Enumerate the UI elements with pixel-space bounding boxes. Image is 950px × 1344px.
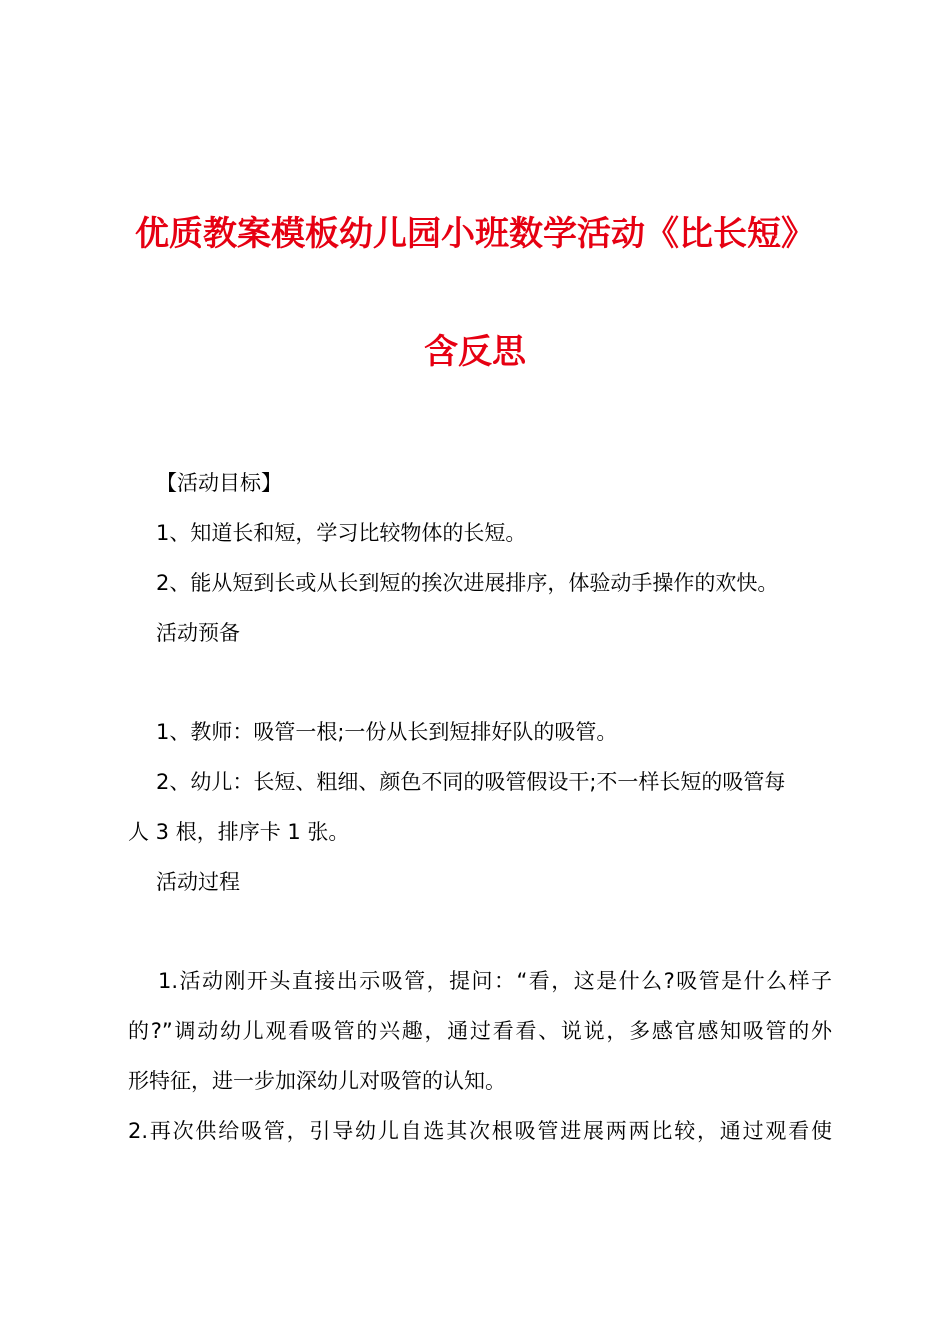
process-item-1-line-1: 1.活动刚开头直接出示吸管，提问：“看，这是什么?吸管是什么样子 — [158, 969, 832, 993]
goal-item-1: 1、知道长和短，学习比较物体的长短。 — [156, 521, 527, 545]
process-item-1-line-3: 形特征，进一步加深幼儿对吸管的认知。 — [128, 1069, 506, 1093]
process-item-1-line-2: 的?”调动幼儿观看吸管的兴趣，通过看看、说说，多感官感知吸管的外 — [128, 1019, 832, 1043]
document-title-line-2: 含反思 — [424, 332, 526, 372]
prep-item-2-line-2: 人 3 根，排序卡 1 张。 — [128, 820, 350, 844]
process-item-2-line-1: 2.再次供给吸管，引导幼儿自选其次根吸管进展两两比较，通过观看使 — [128, 1119, 832, 1143]
process-heading: 活动过程 — [156, 870, 240, 894]
prep-heading: 活动预备 — [156, 621, 240, 645]
document-title-line-1: 优质教案模板幼儿园小班数学活动《比长短》 — [135, 214, 815, 254]
prep-item-2-line-1: 2、幼儿：长短、粗细、颜色不同的吸管假设干;不一样长短的吸管每 — [156, 770, 786, 794]
goal-item-2: 2、能从短到长或从长到短的挨次进展排序，体验动手操作的欢快。 — [156, 571, 779, 595]
prep-item-1: 1、教师：吸管一根;一份从长到短排好队的吸管。 — [156, 720, 618, 744]
goals-heading: 【活动目标】 — [156, 471, 282, 495]
